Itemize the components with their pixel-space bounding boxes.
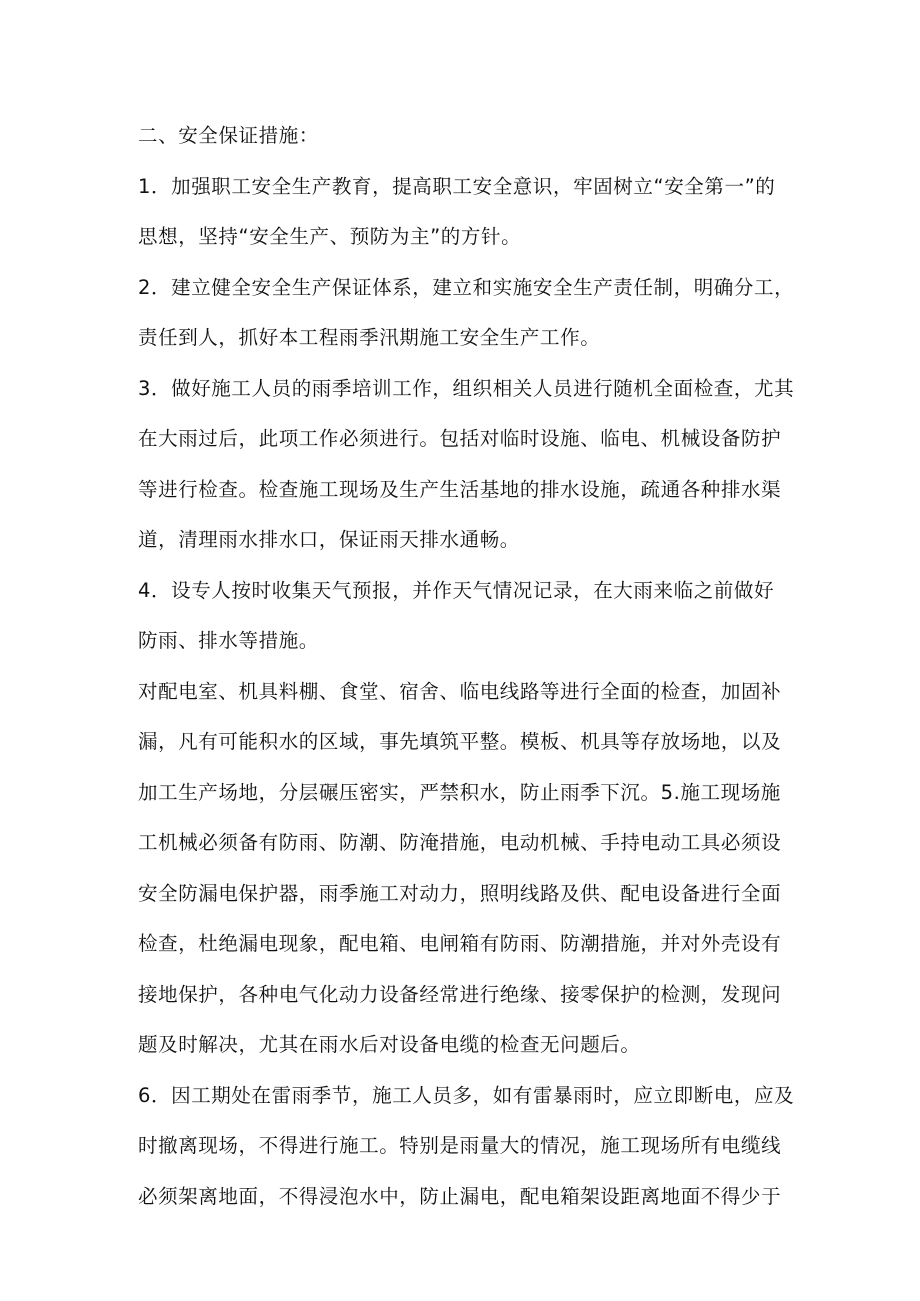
text-line: 安全防漏电保护器，雨季施工对动力，照明线路及供、配电设备进行全面	[138, 881, 782, 905]
text-line: 道，清理雨水排水口，保证雨天排水通畅。	[138, 528, 520, 551]
section-heading: 二、安全保证措施：	[138, 124, 319, 147]
text-line: 必须架离地面，不得浸泡水中，防止漏电，配电箱架设距离地面不得少于	[138, 1184, 782, 1208]
document-page	[138, 111, 798, 1222]
text-line: 检查，杜绝漏电现象，配电箱、电闸箱有防雨、防潮措施，并对外壳设有	[138, 932, 782, 955]
text-line: 在大雨过后，此项工作必须进行。包括对临时设施、临电、机械设备防护	[138, 427, 782, 450]
text-line: 工机械必须备有防雨、防潮、防淹措施，电动机械、手持电动工具必须设	[138, 831, 782, 854]
text-line: 对配电室、机具料棚、食堂、宿舍、临电线路等进行全面的检查，加固补	[138, 679, 782, 703]
text-line: 漏，凡有可能积水的区域，事先填筑平整。模板、机具等存放场地，以及	[138, 730, 782, 753]
text-line: 防雨、排水等措施。	[138, 629, 319, 652]
text-line: 加工生产场地，分层碾压密实，严禁积水，防止雨季下沉。5.施工现场施	[138, 780, 781, 804]
text-line: 接地保护，各种电气化动力设备经常进行绝缘、接零保护的检测，发现问	[138, 982, 782, 1006]
text-line: 思想，坚持“安全生产、预防为主”的方针。	[138, 225, 522, 248]
text-line: 3．做好施工人员的雨季培训工作，组织相关人员进行随机全面检查，尤其	[138, 376, 795, 400]
text-line: 6．因工期处在雷雨季节，施工人员多，如有雷暴雨时，应立即断电，应及	[138, 1083, 795, 1107]
text-line: 等进行检查。检查施工现场及生产生活基地的排水设施，疏通各种排水渠	[138, 477, 782, 501]
text-line: 题及时解决，尤其在雨水后对设备电缆的检查无问题后。	[138, 1033, 641, 1056]
text-line: 时撤离现场，不得进行施工。特别是雨量大的情况，施工现场所有电缆线	[138, 1134, 782, 1157]
text-line: 1．加强职工安全生产教育，提高职工安全意识，牢固树立“安全第一”的	[138, 174, 776, 198]
text-line: 责任到人，抓好本工程雨季汛期施工安全生产工作。	[138, 326, 601, 349]
text-line: 4．设专人按时收集天气预报，并作天气情况记录，在大雨来临之前做好	[138, 578, 775, 602]
text-line: 2．建立健全安全生产保证体系，建立和实施安全生产责任制，明确分工，	[138, 275, 795, 299]
